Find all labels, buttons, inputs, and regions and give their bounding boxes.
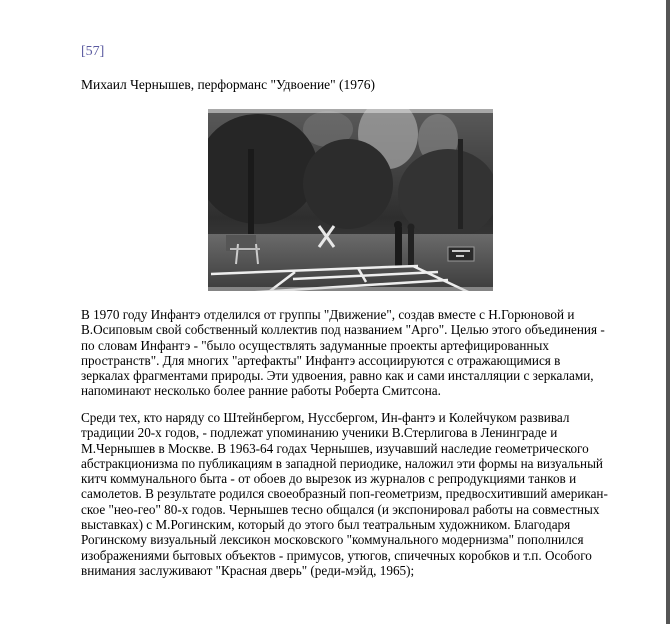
text-line: выставках) с М.Рогинским, который до этого был театральным художником. Благодаря — [81, 517, 571, 533]
text-line: китч коммунального быта - от обоев до вырезок из журналов с репродукциями танков и — [81, 471, 577, 487]
text-line: М.Чернышев в Москве. В 1963-64 годах Чернышев, изучавший наследие геометрического — [81, 440, 589, 456]
text-line: зеркалах фрагментами природы. Эти удвоения, равно как и сами инсталляции с зеркалами, — [81, 368, 594, 384]
text-line: традиции 20-х годов, - подлежат упоминанию ученики В.Стерлигова в Ленинграде и — [81, 425, 558, 441]
paragraph-1 — [81, 307, 641, 399]
text-line: по словам Инфантэ - "было осуществлять задуманные проекты артефицированных — [81, 337, 549, 353]
text-line: пространств". Для многих "артефакты" Инфантэ ассоциируются с отражающимися в — [81, 352, 561, 368]
text-line: В.Осиповым свой собственный коллектив под названием "Арго". Целью этого объединения - — [81, 322, 605, 338]
photo-caption: Михаил Чернышев, перформанс "Удвоение" (1976) — [81, 77, 376, 92]
text-line: изображениями бытовых объектов - примусов, утюгов, спичечных коробков и т.п. Особого — [81, 547, 592, 563]
text-line: Рогинскому визуальный лексикон московского "коммунального модернизма" пополнился — [81, 532, 584, 548]
paragraph-2 — [81, 410, 641, 578]
reference-number: [57] — [81, 44, 105, 59]
performance-photo — [208, 109, 493, 291]
text-line: ское "нео-гео" 80-х годов. Чернышев тесно общался (и экспонировал работы на совместных — [81, 501, 600, 517]
text-line: напоминают несколько более ранние работы Роберта Смитсона. — [81, 383, 441, 399]
text-line: абстракционизма по публикациям в западной периодике, наложил эти формы на визуальный — [81, 455, 603, 471]
text-line: В 1970 году Инфантэ отделился от группы "Движение", создав вместе с Н.Горюновой и — [81, 307, 575, 322]
text-line: Среди тех, кто наряду со Штейнбергом, Нуссбергом, Ин-фантэ и Колейчуком развивал — [81, 410, 570, 425]
text-line: внимания заслуживают "Красная дверь" (реди-мэйд, 1965); — [81, 562, 415, 578]
window-scrollbar-edge[interactable] — [666, 0, 670, 624]
text-line: самолетов. В результате родился своеобразный поп-геометризм, предвосхитивший американ- — [81, 486, 608, 502]
